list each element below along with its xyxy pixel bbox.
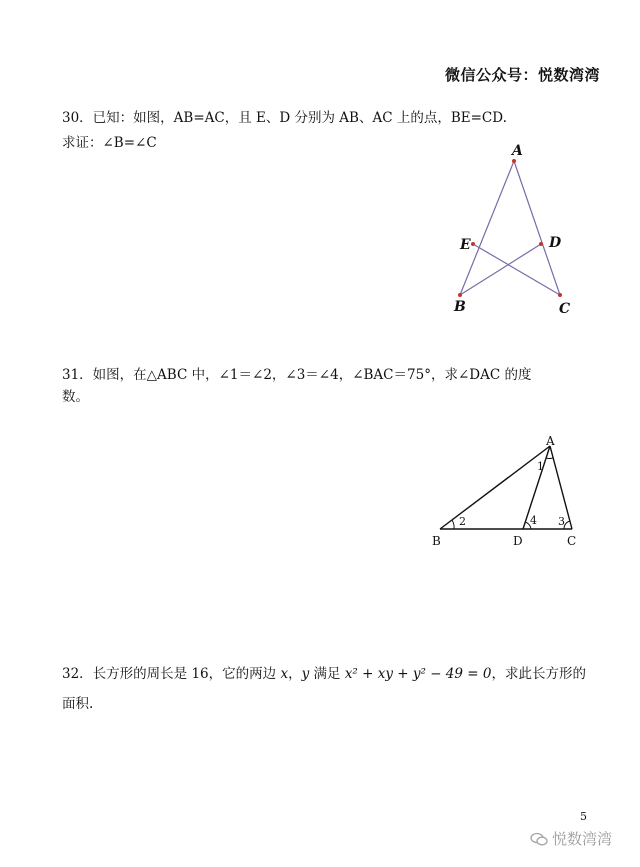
account-header: 微信公众号：悦数湾湾 bbox=[444, 66, 600, 84]
q30-label-d: D bbox=[549, 235, 562, 251]
q30-point-a bbox=[512, 159, 516, 163]
q30-point-d bbox=[539, 242, 543, 246]
q31-label-c: C bbox=[567, 534, 577, 548]
q31-angle-4: 4 bbox=[530, 514, 537, 527]
q30-figure bbox=[440, 140, 590, 320]
page-number: 5 bbox=[580, 810, 587, 823]
q32-mid: 满足 bbox=[309, 666, 345, 682]
q30-segment-db bbox=[460, 244, 541, 295]
q30-segment-ec bbox=[473, 244, 560, 295]
q31-angle-3: 3 bbox=[558, 515, 565, 528]
q30-point-b bbox=[458, 293, 462, 297]
q32-statement bbox=[62, 663, 586, 685]
q31-angle-arc-1 bbox=[546, 458, 553, 459]
q30-statement: 30．已知：如图，AB=AC，且 E、D 分别为 AB、AC 上的点，BE=CD. bbox=[62, 110, 507, 126]
q30-point-c bbox=[558, 293, 562, 297]
q32-sep: ， bbox=[288, 666, 302, 682]
q30-point-e bbox=[471, 242, 475, 246]
q30-label-a: A bbox=[512, 143, 523, 159]
q30-label-b: B bbox=[454, 299, 466, 315]
watermark bbox=[530, 828, 612, 849]
q31-label-a: A bbox=[546, 434, 555, 448]
q31-label-d: D bbox=[513, 534, 523, 548]
wechat-icon bbox=[530, 832, 548, 846]
q32-var-x: x bbox=[280, 666, 289, 682]
q32-equation: x² + xy + y² − 49 = 0 bbox=[344, 666, 492, 682]
q32-statement-cont: 面积. bbox=[62, 696, 94, 712]
q31-figure bbox=[420, 428, 600, 553]
q30-side-ab bbox=[460, 161, 514, 295]
watermark-text: 悦数湾湾 bbox=[552, 830, 613, 848]
q30-side-ac bbox=[514, 161, 560, 295]
q31-statement-cont: 数。 bbox=[62, 389, 89, 405]
q32-prefix: 32．长方形的周长是 16，它的两边 bbox=[62, 666, 281, 682]
q32-var-y: y bbox=[301, 666, 310, 682]
q31-angle-2: 2 bbox=[459, 515, 466, 528]
q30-label-e: E bbox=[460, 237, 471, 253]
q31-statement: 31．如图，在△ABC 中，∠1＝∠2，∠3＝∠4，∠BAC＝75°，求∠DAC 的度 bbox=[62, 367, 532, 383]
q31-angle-1: 1 bbox=[537, 460, 544, 473]
q31-label-b: B bbox=[432, 534, 441, 548]
q30-prove: 求证：∠B=∠C bbox=[62, 135, 157, 151]
q31-angle-arc-2 bbox=[452, 520, 454, 529]
q32-suffix: ，求此长方形的 bbox=[491, 666, 586, 682]
q30-label-c: C bbox=[559, 301, 571, 317]
